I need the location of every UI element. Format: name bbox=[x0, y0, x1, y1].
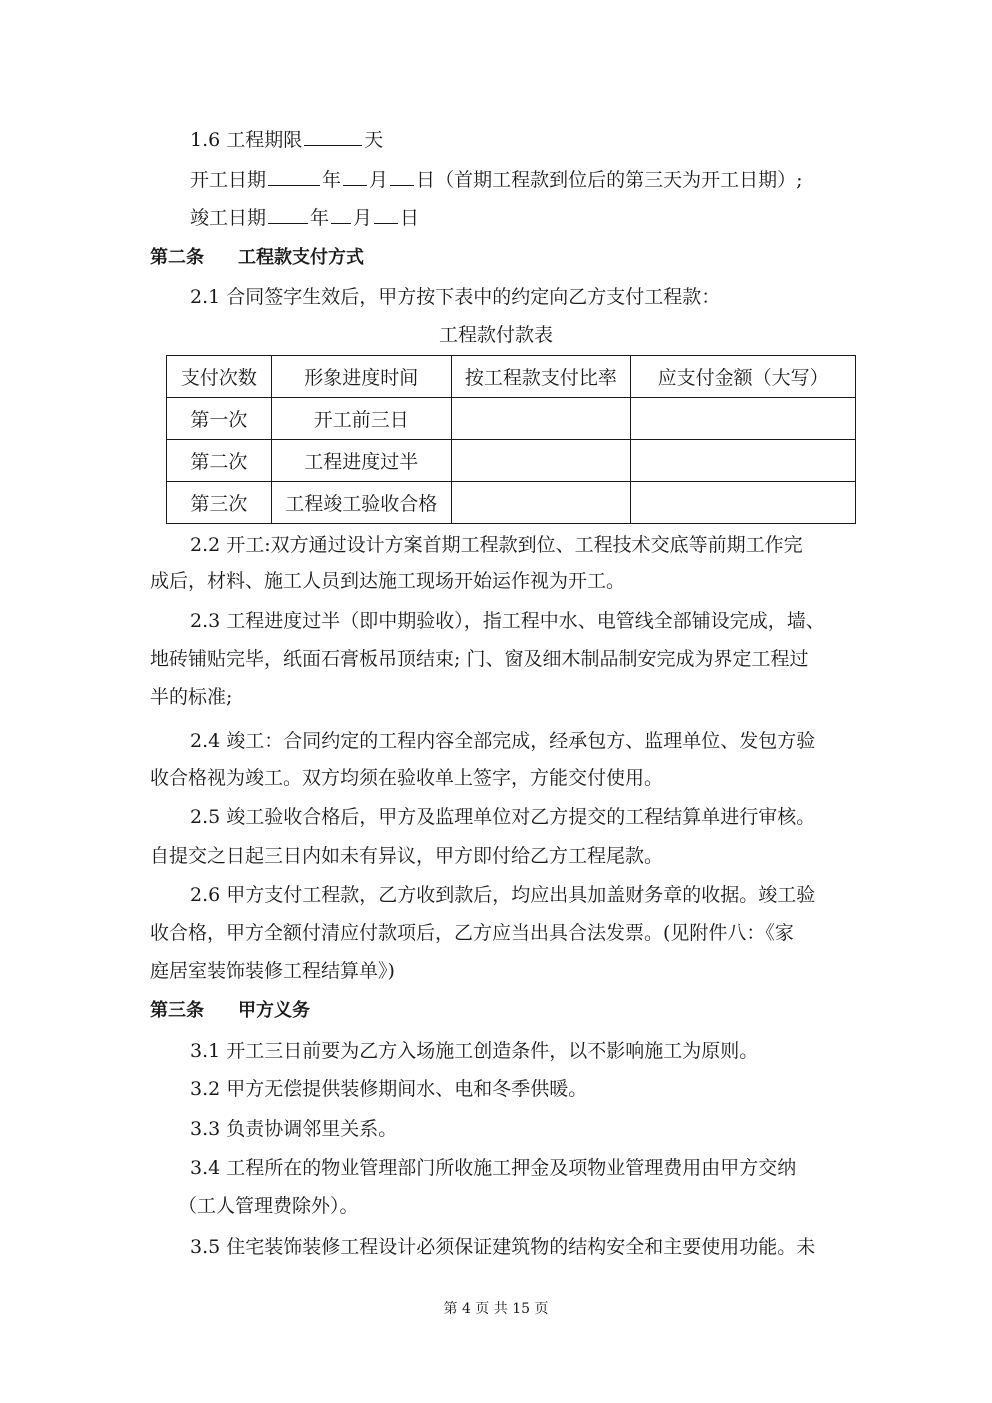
paragraph-3-5-line-1: 3.5 住宅装饰装修工程设计必须保证建筑物的结构安全和主要使用功能。未 bbox=[190, 1236, 816, 1258]
paragraph-2-5-line-1: 2.5 竣工验收合格后，甲方及监理单位对乙方提交的工程结算单进行审核。 bbox=[190, 806, 816, 828]
paragraph-2-4-line-1: 2.4 竣工：合同约定的工程内容全部完成，经承包方、监理单位、发包方验 bbox=[190, 730, 816, 752]
paragraph-2-1: 2.1 合同签字生效后，甲方按下表中的约定向乙方支付工程款： bbox=[190, 286, 721, 308]
table-header-cell: 形象进度时间 bbox=[271, 356, 451, 398]
table-row bbox=[167, 398, 856, 440]
table-cell bbox=[451, 440, 631, 482]
table-row bbox=[167, 482, 856, 524]
end-month-blank bbox=[331, 205, 351, 224]
end-year-blank bbox=[268, 205, 308, 224]
paragraph-2-3-line-1: 2.3 工程进度过半（即中期验收），指工程中水、电管线全部铺设完成，墙、 bbox=[190, 610, 825, 632]
period-days-blank bbox=[304, 127, 362, 146]
table-header-row bbox=[167, 356, 856, 398]
paragraph-2-3-line-2: 地砖铺贴完毕，纸面石膏板吊顶结束; 门、窗及细木制品制安完成为界定工程过 bbox=[150, 648, 809, 670]
paragraph-2-6-line-2: 收合格，甲方全额付清应付款项后，乙方应当出具合法发票。(见附件八：《家 bbox=[150, 922, 794, 944]
paragraph-3-3: 3.3 负责协调邻里关系。 bbox=[190, 1118, 398, 1140]
start-year-blank bbox=[268, 167, 320, 186]
paragraph-3-1: 3.1 开工三日前要为乙方入场施工创造条件，以不影响施工为原则。 bbox=[190, 1040, 759, 1062]
day-unit: 日 bbox=[416, 169, 436, 191]
paragraph-2-5-line-2: 自提交之日起三日内如未有异议，甲方即付给乙方工程尾款。 bbox=[150, 845, 664, 867]
paragraph-2-6-line-3: 庭居室装饰装修工程结算单》) bbox=[150, 960, 395, 982]
start-date-note: （首期工程款到位后的第三天为开工日期）; bbox=[435, 169, 803, 191]
table-cell: 第三次 bbox=[167, 482, 272, 524]
paragraph-2-2-line-2: 成后，材料、施工人员到达施工现场开始运作视为开工。 bbox=[150, 570, 626, 592]
paragraph-2-3-line-3: 半的标准; bbox=[150, 686, 233, 708]
table-cell: 第二次 bbox=[167, 440, 272, 482]
period-line bbox=[190, 127, 383, 153]
paragraph-3-4-line-2: （工人管理费除外）。 bbox=[178, 1195, 359, 1217]
table-cell bbox=[451, 398, 631, 440]
article-3-heading bbox=[150, 998, 310, 1024]
table-cell: 开工前三日 bbox=[271, 398, 451, 440]
article-2-number: 第二条 bbox=[150, 247, 204, 268]
start-date-label: 开工日期 bbox=[190, 169, 267, 191]
payment-table bbox=[166, 355, 856, 524]
year-unit: 年 bbox=[322, 169, 342, 191]
article-3-number: 第三条 bbox=[150, 1000, 204, 1021]
start-date-line bbox=[190, 167, 802, 193]
end-date-label: 竣工日期 bbox=[190, 207, 267, 229]
table-header-cell: 应支付金额（大写） bbox=[631, 356, 856, 398]
page-number-footer: 第 4 页 共 15 页 bbox=[443, 1301, 549, 1317]
article-2-title: 工程款支付方式 bbox=[238, 247, 364, 268]
table-cell: 第一次 bbox=[167, 398, 272, 440]
month-unit: 月 bbox=[369, 169, 389, 191]
paragraph-2-4-line-2: 收合格视为竣工。双方均须在验收单上签字，方能交付使用。 bbox=[150, 767, 664, 789]
start-month-blank bbox=[343, 167, 367, 186]
day-unit: 日 bbox=[400, 207, 420, 229]
paragraph-2-6-line-1: 2.6 甲方支付工程款，乙方收到款后，均应出具加盖财务章的收据。竣工验 bbox=[190, 884, 816, 906]
period-label: 1.6 工程期限 bbox=[190, 129, 303, 151]
end-date-line bbox=[190, 205, 419, 231]
article-3-title: 甲方义务 bbox=[238, 1000, 310, 1021]
table-cell bbox=[631, 482, 856, 524]
paragraph-3-4-line-1: 3.4 工程所在的物业管理部门所收施工押金及项物业管理费用由甲方交纳 bbox=[190, 1157, 797, 1179]
table-cell bbox=[451, 482, 631, 524]
table-caption: 工程款付款表 bbox=[438, 324, 553, 346]
table-cell bbox=[631, 440, 856, 482]
end-day-blank bbox=[374, 205, 398, 224]
table-header-cell: 支付次数 bbox=[167, 356, 272, 398]
article-2-heading bbox=[150, 245, 364, 271]
year-unit: 年 bbox=[310, 207, 330, 229]
table-header-cell: 按工程款支付比率 bbox=[451, 356, 631, 398]
month-unit: 月 bbox=[353, 207, 373, 229]
paragraph-2-2-line-1: 2.2 开工:双方通过设计方案首期工程款到位、工程技术交底等前期工作完 bbox=[190, 534, 803, 556]
table-cell bbox=[631, 398, 856, 440]
table-cell: 工程进度过半 bbox=[271, 440, 451, 482]
table-row bbox=[167, 440, 856, 482]
start-day-blank bbox=[390, 167, 414, 186]
table-cell: 工程竣工验收合格 bbox=[271, 482, 451, 524]
period-unit: 天 bbox=[364, 129, 384, 151]
paragraph-3-2: 3.2 甲方无偿提供装修期间水、电和冬季供暖。 bbox=[190, 1078, 588, 1100]
